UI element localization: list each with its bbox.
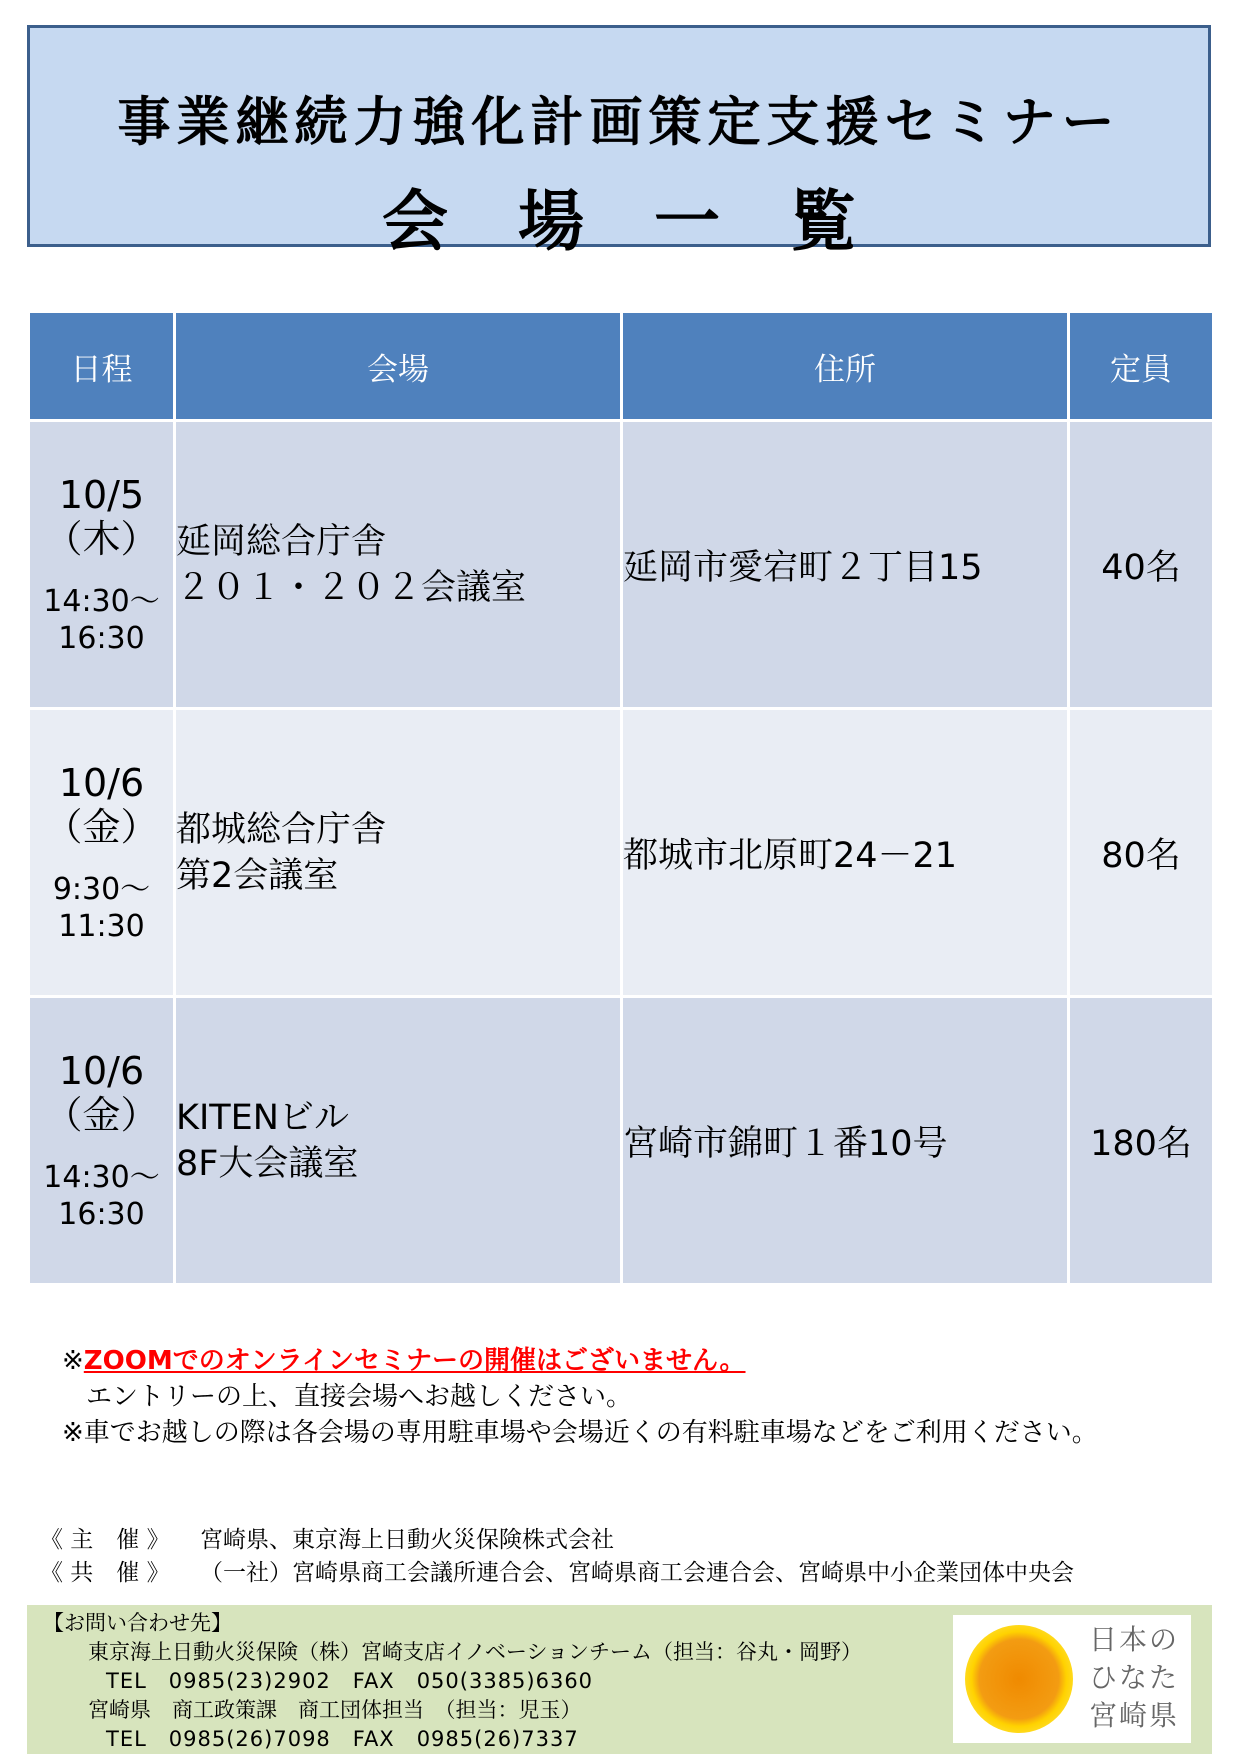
venue-name: 延岡総合庁舎 <box>176 521 387 562</box>
host-label: 《 主 催 》 <box>40 1527 170 1553</box>
contact-org2-tel: TEL 0985(26)7098 FAX 0985(26)7337 <box>106 1727 579 1751</box>
contact-org1: 東京海上日動火災保険（株）宮崎支店イノベーションチーム（担当：谷丸・岡野） <box>88 1640 863 1664</box>
note-mark: ※ <box>62 1346 84 1376</box>
notes <box>62 1343 1212 1451</box>
venue-cell <box>175 997 622 1285</box>
miyazaki-logo <box>953 1615 1191 1743</box>
column-header-capacity: 定員 <box>1069 312 1214 421</box>
cohost-row <box>40 1557 1074 1590</box>
note-line-1 <box>62 1343 1212 1379</box>
capacity-cell: 40名 <box>1069 421 1214 709</box>
capacity-cell: 80名 <box>1069 709 1214 997</box>
weekday: （木） <box>44 516 159 561</box>
table-row <box>29 997 1214 1285</box>
time-start: 14:30～ <box>43 1159 160 1195</box>
venue-cell <box>175 421 622 709</box>
venue-name: 都城総合庁舎 <box>176 809 387 850</box>
venue-table <box>27 310 1215 1286</box>
contact-heading: 【お問い合わせ先】 <box>43 1611 232 1635</box>
weekday: （金） <box>44 1092 159 1137</box>
venue-room: ２０１・２０２会議室 <box>176 567 527 608</box>
contact-box <box>27 1605 1212 1754</box>
date-cell <box>29 709 175 997</box>
weekday: （金） <box>44 804 159 849</box>
address-cell: 延岡市愛宕町２丁目15 <box>622 421 1069 709</box>
date-cell <box>29 997 175 1285</box>
host-value: 宮崎県、東京海上日動火災保険株式会社 <box>200 1527 614 1553</box>
column-header-date: 日程 <box>29 312 175 421</box>
venue-room: 8F大会議室 <box>176 1143 359 1184</box>
organizers <box>40 1524 1074 1590</box>
logo-line-2: ひなた <box>1089 1661 1180 1694</box>
table-header-row <box>29 312 1214 421</box>
date: 10/5 <box>58 472 145 517</box>
contact-org2: 宮崎県 商工政策課 商工団体担当 （担当：児玉） <box>88 1698 582 1722</box>
host-row <box>40 1524 1074 1557</box>
time-end: 11:30 <box>58 908 145 944</box>
page-subtitle: 会場一覧 <box>382 183 926 260</box>
venue-cell <box>175 709 622 997</box>
time-end: 16:30 <box>58 620 145 656</box>
time-end: 16:30 <box>58 1196 145 1232</box>
date: 10/6 <box>58 760 145 805</box>
column-header-address: 住所 <box>622 312 1069 421</box>
sun-icon <box>965 1625 1073 1733</box>
date: 10/6 <box>58 1048 145 1093</box>
table-row <box>29 421 1214 709</box>
table-row <box>29 709 1214 997</box>
venue-room: 第2会議室 <box>176 855 339 896</box>
page-title: 事業継続力強化計画策定支援セミナー <box>117 92 1121 153</box>
address-cell: 都城市北原町24－21 <box>622 709 1069 997</box>
time-start: 14:30～ <box>43 583 160 619</box>
venue-name: KITENビル <box>176 1097 349 1138</box>
note-line-3: ※車でお越しの際は各会場の専用駐車場や会場近くの有料駐車場などをご利用ください。 <box>62 1418 1098 1448</box>
time-start: 9:30～ <box>52 871 151 907</box>
logo-line-3: 宮崎県 <box>1089 1699 1180 1732</box>
address-cell: 宮崎市錦町１番10号 <box>622 997 1069 1285</box>
date-cell <box>29 421 175 709</box>
column-header-venue: 会場 <box>175 312 622 421</box>
cohost-value: （一社）宮崎県商工会議所連合会、宮崎県商工会連合会、宮崎県中小企業団体中央会 <box>200 1560 1074 1586</box>
contact-org1-tel: TEL 0985(23)2902 FAX 050(3385)6360 <box>106 1669 594 1693</box>
note-no-zoom: ZOOMでのオンラインセミナーの開催はございません。 <box>83 1346 746 1376</box>
note-line-2: エントリーの上、直接会場へお越しください。 <box>86 1382 633 1412</box>
title-banner <box>27 25 1211 260</box>
cohost-label: 《 共 催 》 <box>40 1560 170 1586</box>
logo-line-1: 日本の <box>1089 1623 1180 1656</box>
capacity-cell: 180名 <box>1069 997 1214 1285</box>
